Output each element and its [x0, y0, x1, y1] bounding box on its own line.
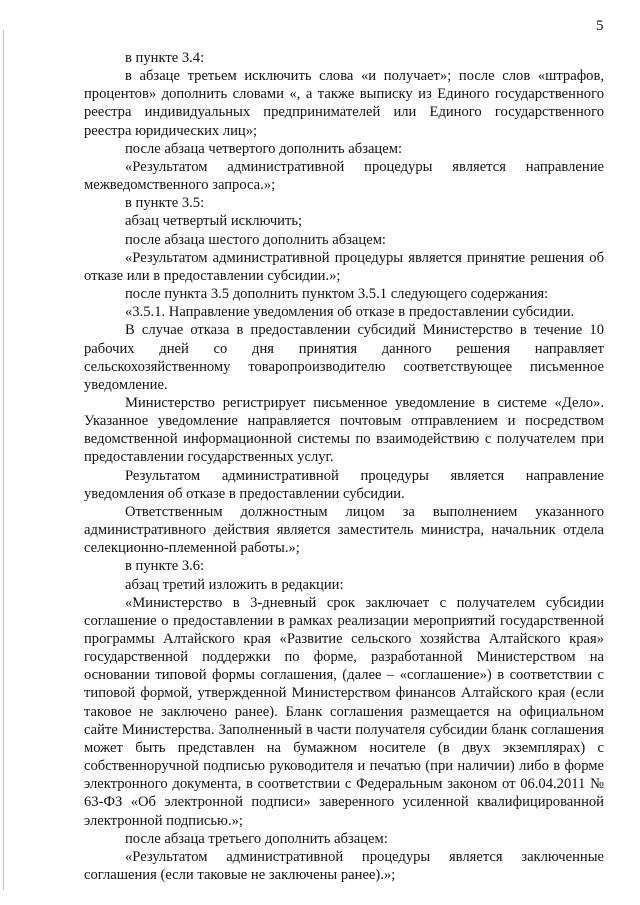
paragraph-12: Министерство регистрирует письменное уведомление в системе «Дело». Указанное уведомление направляется почтовым отправлением и посредством ведомственной информационной системы по взаимодействию с получателем при предоставлении государственных услуг.: [84, 394, 604, 466]
scan-edge-line: [3, 30, 4, 890]
paragraph-9: после пункта 3.5 дополнить пунктом 3.5.1 следующего содержания:: [125, 286, 549, 303]
paragraph-13: Результатом административной процедуры является направление уведомления об отказе в предоставлении субсидии.: [84, 467, 604, 502]
page-number: 5: [596, 18, 604, 34]
paragraph-10: «3.5.1. Направление уведомления об отказе в предоставлении субсидии.: [125, 304, 575, 321]
paragraph-14: Ответственным должностным лицом за выполнением указанного административного действия является заместитель министра, начальник отдела селекционно-племенной работы.»;: [84, 503, 604, 557]
paragraph-3: после абзаца четвертого дополнить абзацем:: [125, 140, 403, 157]
paragraph-15: в пункте 3.6:: [125, 558, 205, 575]
paragraph-6: абзац четвертый исключить;: [125, 213, 303, 230]
paragraph-7: после абзаца шестого дополнить абзацем:: [125, 231, 386, 248]
paragraph-19: «Результатом административной процедуры является заключенные соглашения (если таковые не заключены ранее).»;: [84, 848, 604, 884]
paragraph-4: «Результатом административной процедуры является направление межведомственного запроса.»;: [84, 158, 604, 194]
paragraph-5: в пункте 3.5:: [125, 195, 205, 212]
paragraph-17: «Министерство в 3-дневный срок заключает с получателем субсидии соглашение о предоставлении в рамках реализации мероприятий государственной программы Алтайского края «Развитие сельского хозяйства Алтайского края» государственной поддержки по форме, разработанной Министерством на основании типовой формы соглашения, (далее – «соглашение») в соответствии с типовой формой, утвержденной Министерством финансов Алтайского края (если таковое не заключено ранее). Бланк соглашения размещается на официальном сайте Министерства. Заполненный в части получателя субсидии бланк соглашения может быть представлен на бумажном носителе (в двух экземплярах) с собственноручной подписью руководителя и печатью (при наличии) либо в форме электронного документа, в соответствии с Федеральным законом от 06.04.2011 № 63-ФЗ «Об электронной подписи» заверенного усиленной квалифицированной электронной подписью.»;: [84, 594, 604, 829]
paragraph-16: абзац третий изложить в редакции:: [125, 576, 344, 593]
document-body: [84, 49, 604, 884]
paragraph-1: в пункте 3.4:: [125, 50, 205, 66]
paragraph-11: В случае отказа в предоставлении субсидий Министерство в течение 10 рабочих дней со дня принятия данного решения направляет сельскохозяйственному товаропроизводителю соответствующее письменное уведомление.: [84, 322, 604, 393]
paragraph-2: в абзаце третьем исключить слова «и получает»; после слов «штрафов, процентов» дополнить словами «, а также выписку из Единого государственного реестра индивидуальных предпринимателей или Единого государственного реестра юридических лиц»;: [84, 68, 604, 139]
paragraph-18: после абзаца третьего дополнить абзацем:: [125, 830, 388, 847]
paragraph-8: «Результатом административной процедуры является принятие решения об отказе или в предоставлении субсидии.»;: [84, 249, 604, 284]
